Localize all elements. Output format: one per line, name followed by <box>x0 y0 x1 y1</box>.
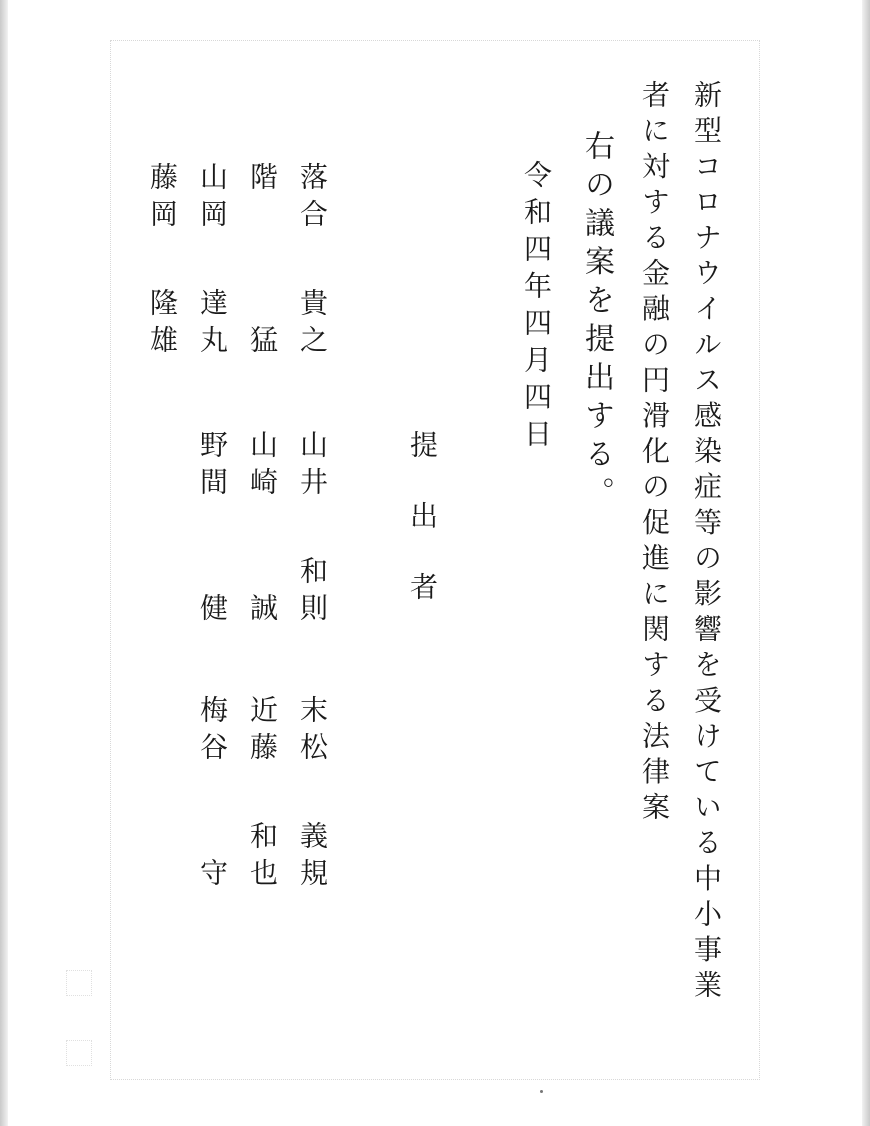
submitter-name <box>196 162 229 362</box>
faint-stamp-mark <box>66 970 92 996</box>
motion-statement: 右の議案を提出する。 <box>579 130 614 515</box>
submitter-name <box>196 430 229 630</box>
submitter-surname: 近藤 <box>246 695 279 769</box>
submitter-surname: 山崎 <box>246 430 279 504</box>
submitters-label: 提出者 <box>406 430 439 643</box>
submitter-given-name: 和則 <box>296 556 329 630</box>
submitter-name <box>296 162 329 362</box>
submitter-surname: 梅谷 <box>196 695 229 769</box>
bill-title-line-1: 新型コロナウイルス感染症等の影響を受けている中小事業 <box>690 80 723 1006</box>
submitter-name <box>246 430 279 630</box>
scan-speck <box>540 1090 543 1093</box>
submitter-given-name: 猛 <box>246 325 279 362</box>
submitter-given-name: 健 <box>196 593 229 630</box>
submitter-given-name: 和也 <box>246 821 279 895</box>
submitter-name <box>146 162 179 362</box>
submitter-given-name: 隆雄 <box>146 288 179 362</box>
scan-edge-left <box>0 0 8 1126</box>
submitter-name <box>196 695 229 895</box>
submitter-surname: 末松 <box>296 695 329 769</box>
submitter-surname: 藤岡 <box>146 162 179 236</box>
submitter-name <box>296 695 329 895</box>
scan-edge-right <box>862 0 870 1126</box>
submitter-given-name: 達丸 <box>196 288 229 362</box>
submitter-name <box>246 162 279 362</box>
submission-date: 令和四年四月四日 <box>520 160 553 456</box>
submitter-given-name: 貴之 <box>296 288 329 362</box>
submitter-given-name: 守 <box>196 858 229 895</box>
submitter-surname: 落合 <box>296 162 329 236</box>
submitter-given-name: 義規 <box>296 821 329 895</box>
submitter-name <box>296 430 329 630</box>
submitter-surname: 野間 <box>196 430 229 504</box>
submitter-surname: 階 <box>246 162 279 199</box>
submitter-surname: 山岡 <box>196 162 229 236</box>
faint-stamp-mark <box>66 1040 92 1066</box>
submitter-surname: 山井 <box>296 430 329 504</box>
submitter-given-name: 誠 <box>246 593 279 630</box>
bill-title-line-2: 者に対する金融の円滑化の促進に関する法律案 <box>638 80 671 828</box>
submitter-name <box>246 695 279 895</box>
